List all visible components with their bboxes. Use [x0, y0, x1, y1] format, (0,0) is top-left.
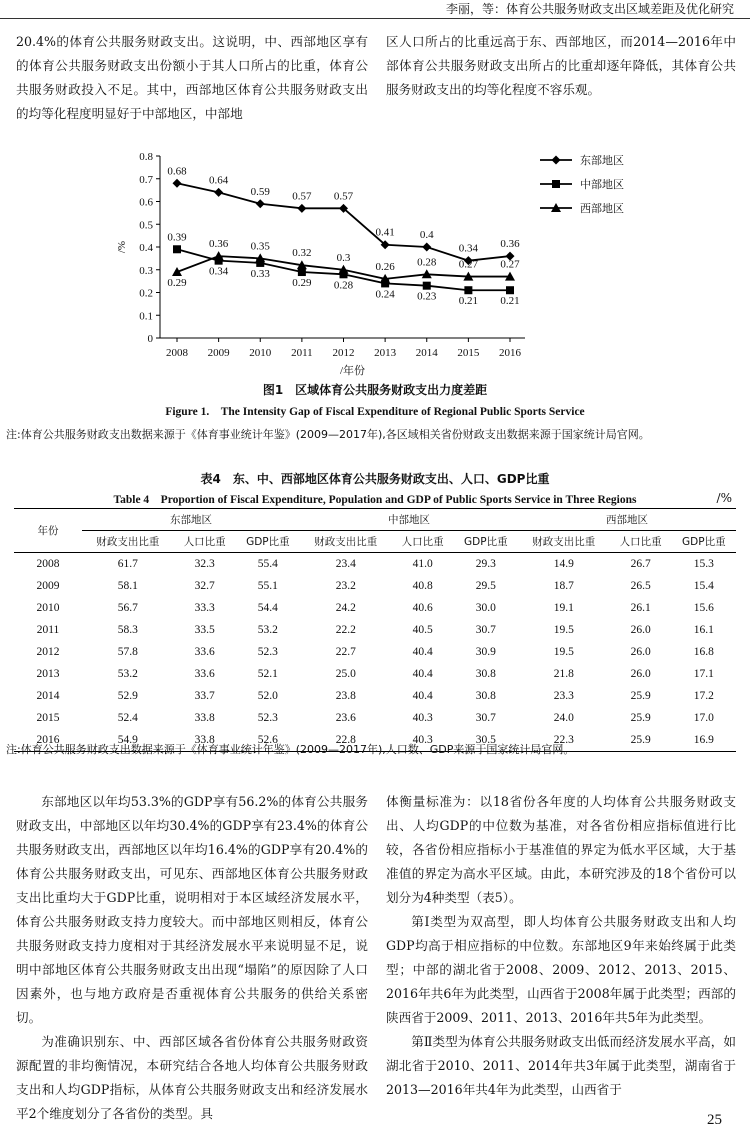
year-cell: 2013: [36, 668, 60, 680]
body-paragraph: 区人口所占的比重远高于东、西部地区，而2014—2016年中部体育公共服务财政支出所占的比重却逐年降低，其体育公共服务财政支出的均等化程度不容乐观。: [386, 34, 736, 97]
value-cell: 32.7: [194, 580, 215, 592]
value-cell: 22.3: [518, 729, 610, 752]
value-cell: 30.8: [475, 690, 496, 702]
table-caption-en: Table 4 Proportion of Fiscal Expenditure, Population and GDP of Public Sports Service in Three Regions: [113, 494, 637, 506]
year-cell: 2012: [36, 646, 60, 658]
data-label: 0.57: [292, 190, 312, 203]
y-tick-label: 0.8: [139, 151, 153, 163]
value-cell: 40.5: [412, 624, 433, 636]
data-label: 0.34: [209, 265, 229, 278]
value-cell: 30.8: [475, 668, 496, 680]
data-label: 0.24: [375, 288, 395, 301]
table-unit: /%: [716, 491, 732, 505]
value-cell: 15.3: [693, 558, 714, 570]
value-cell: 16.9: [672, 729, 736, 752]
value-cell: 30.5: [454, 729, 518, 752]
y-tick-label: 0.7: [139, 173, 153, 186]
year-cell: 2016: [14, 729, 82, 752]
value-cell: 23.6: [335, 712, 356, 724]
y-axis-label: /%: [116, 240, 128, 254]
x-tick-label: 2015: [457, 347, 480, 359]
value-cell: 17.2: [693, 690, 714, 702]
series-2-point: [464, 286, 472, 294]
value-cell: 24.0: [553, 712, 574, 724]
legend-marker: [552, 180, 560, 188]
year-header: 年份: [14, 509, 82, 553]
body-paragraph: 东部地区以年均53.3%的GDP享有56.2%的体育公共服务财政支出，中部地区以年均30.4%的GDP享有23.4%的体育公共服务财政支出，西部地区以年均16.4%的GDP享有20.4%的体育公共服务财政支出，可见东、西部地区体育公共服务财政支出比重均大于GDP比重，说明相对于本区域经济发展水平，体育公共服务财政支持力度较大。而中部地区则相反，体育公共服务财政支持力度相对于其经济发展水平来说明显不足，说明中部地区体育公共服务财政支出出现“塌陷”的原因除了人口因素外，也与地方政府是否重视体育公共服务的供给关系密切。: [16, 794, 368, 1025]
value-cell: 25.9: [630, 690, 651, 702]
table-row: [14, 619, 736, 641]
value-cell: 25.9: [630, 712, 651, 724]
year-cell: 2008: [36, 558, 60, 570]
table-row: [14, 663, 736, 685]
bottom-left-column: [16, 790, 368, 1126]
table-body: [14, 553, 736, 752]
body-paragraph: 第Ⅱ类型为体育公共服务财政支出低而经济发展水平高，如湖北省于2010、2011、2014年共3年属于此类型，湖南省于2013—2016年共4年为此类型，山西省于: [386, 1034, 736, 1097]
value-cell: 33.6: [194, 668, 215, 680]
value-cell: 25.0: [335, 668, 356, 680]
series-1-point: [214, 188, 223, 197]
group-header-west: 西部地区: [518, 509, 736, 531]
value-cell: 58.3: [117, 624, 138, 636]
value-cell: 26.7: [630, 558, 651, 570]
data-label: 0.23: [417, 290, 437, 303]
table-row: [14, 553, 736, 576]
value-cell: 33.8: [194, 712, 215, 724]
value-cell: 55.1: [257, 580, 278, 592]
value-cell: 14.9: [553, 558, 574, 570]
data-table: [14, 508, 736, 752]
y-tick-label: 0.2: [139, 287, 153, 300]
value-cell: 53.2: [257, 624, 278, 636]
table-row: [14, 641, 736, 663]
value-cell: 30.9: [475, 646, 496, 658]
data-label: 0.27: [500, 258, 520, 271]
value-cell: 54.4: [257, 602, 278, 614]
x-tick-label: 2010: [249, 347, 272, 359]
sub-header: GDP比重: [672, 531, 736, 553]
value-cell: 30.7: [475, 624, 496, 636]
y-tick-label: 0.1: [139, 310, 153, 323]
value-cell: 23.3: [553, 690, 574, 702]
data-label: 0.3: [336, 251, 351, 264]
data-label: 0.33: [250, 267, 270, 280]
legend-entry: 东部地区: [580, 154, 624, 167]
value-cell: 55.4: [257, 558, 278, 570]
value-cell: 61.7: [117, 558, 138, 570]
value-cell: 19.1: [553, 602, 574, 614]
data-label: 0.59: [250, 185, 270, 198]
series-1-point: [297, 204, 306, 213]
data-label: 0.29: [292, 277, 312, 290]
value-cell: 30.7: [475, 712, 496, 724]
data-label: 0.29: [167, 277, 187, 290]
x-tick-label: 2016: [499, 347, 521, 359]
value-cell: 29.3: [475, 558, 496, 570]
value-cell: 33.6: [194, 646, 215, 658]
series-2-point: [506, 286, 514, 294]
data-label: 0.4: [419, 229, 434, 241]
sub-header: 人口比重: [610, 531, 672, 553]
data-label: 0.36: [500, 238, 520, 251]
x-tick-label: 2009: [207, 347, 230, 359]
value-cell: 52.0: [257, 690, 278, 702]
figure-caption-cn: 图1 区域体育公共服务财政支出力度差距: [262, 383, 488, 397]
table-row: [14, 597, 736, 619]
table-row: [14, 575, 736, 597]
data-label: 0.28: [417, 256, 437, 269]
table-note: 注:体育公共服务财政支出数据来源于《体育事业统计年鉴》(2009—2017年),人口数、GDP来源于国家统计局官网。: [6, 743, 575, 756]
value-cell: 24.2: [335, 602, 356, 614]
table-row: [14, 685, 736, 707]
legend-entry: 中部地区: [580, 178, 624, 191]
series-2-point: [423, 282, 431, 290]
group-header-east: 东部地区: [82, 509, 300, 531]
data-label: 0.27: [458, 258, 478, 271]
legend-entry: 西部地区: [580, 202, 624, 215]
data-label: 0.28: [333, 279, 354, 292]
value-cell: 40.4: [412, 668, 433, 680]
series-1-point: [256, 199, 265, 208]
bottom-right-column: [386, 790, 736, 1102]
value-cell: 33.7: [194, 690, 215, 702]
running-head: 李丽，等：体育公共服务财政支出区域差距及优化研究: [0, 0, 750, 19]
value-cell: 52.3: [257, 646, 278, 658]
data-label: 0.26: [375, 260, 395, 273]
x-tick-label: 2014: [415, 347, 438, 359]
table-4: [14, 508, 736, 752]
series-2-point: [298, 268, 306, 276]
data-label: 0.39: [167, 231, 187, 244]
value-cell: 52.3: [257, 712, 278, 724]
table-row: [14, 707, 736, 729]
value-cell: 40.4: [412, 646, 433, 658]
x-tick-label: 2011: [291, 347, 313, 359]
value-cell: 40.3: [412, 712, 433, 724]
value-cell: 41.0: [412, 558, 433, 570]
value-cell: 23.2: [335, 580, 356, 592]
data-label: 0.35: [250, 240, 270, 253]
value-cell: 17.0: [693, 712, 714, 724]
table-caption-cn: 表4 东、中、西部地区体育公共服务财政支出、人口、GDP比重: [200, 472, 550, 486]
value-cell: 26.0: [630, 624, 651, 636]
value-cell: 26.0: [630, 646, 651, 658]
value-cell: 16.1: [693, 624, 714, 636]
sub-header: GDP比重: [236, 531, 300, 553]
value-cell: 19.5: [553, 624, 574, 636]
year-cell: 2011: [36, 624, 60, 636]
y-tick-label: 0: [147, 333, 153, 345]
series-1-point: [173, 179, 182, 188]
value-cell: 52.9: [117, 690, 138, 702]
top-left-column: [16, 30, 368, 126]
legend-marker: [552, 156, 561, 165]
figure-caption-en: Figure 1. The Intensity Gap of Fiscal Expenditure of Regional Public Sports Service: [165, 406, 585, 418]
data-label: 0.64: [209, 174, 229, 187]
value-cell: 15.4: [693, 580, 714, 592]
value-cell: 56.7: [117, 602, 138, 614]
value-cell: 22.2: [335, 624, 356, 636]
value-cell: 22.8: [300, 729, 392, 752]
value-cell: 23.4: [335, 558, 356, 570]
data-label: 0.57: [333, 190, 354, 203]
x-tick-label: 2012: [332, 347, 355, 359]
data-label: 0.34: [458, 242, 478, 255]
body-paragraph: 为准确识别东、中、西部区域各省份体育公共服务财政资源配置的非均衡情况，本研究结合各地人均体育公共服务财政支出和人均GDP指标，从体育公共服务财政支出和经济发展水平2个维度划分了各省份的类型。具: [16, 1034, 368, 1121]
x-tick-label: 2013: [374, 347, 397, 359]
y-tick-label: 0.4: [139, 242, 153, 254]
value-cell: 30.0: [475, 602, 496, 614]
sub-header: 人口比重: [392, 531, 454, 553]
value-cell: 17.1: [693, 668, 714, 680]
sub-header: 人口比重: [174, 531, 236, 553]
value-cell: 26.5: [630, 580, 651, 592]
value-cell: 40.4: [412, 690, 433, 702]
value-cell: 57.8: [117, 646, 138, 658]
value-cell: 58.1: [117, 580, 138, 592]
figure-1-chart: [0, 148, 750, 398]
series-1-point: [422, 243, 431, 252]
value-cell: 16.8: [693, 646, 714, 658]
value-cell: 33.8: [174, 729, 236, 752]
year-cell: 2014: [36, 690, 60, 702]
data-label: 0.36: [209, 238, 229, 251]
top-right-column: [386, 30, 736, 102]
value-cell: 19.5: [553, 646, 574, 658]
value-cell: 54.9: [82, 729, 174, 752]
value-cell: 25.9: [610, 729, 672, 752]
value-cell: 22.7: [335, 646, 356, 658]
value-cell: 52.1: [257, 668, 278, 680]
group-header-central: 中部地区: [300, 509, 518, 531]
sub-header: 财政支出比重: [82, 531, 174, 553]
value-cell: 40.3: [392, 729, 454, 752]
value-cell: 32.3: [194, 558, 215, 570]
value-cell: 40.8: [412, 580, 433, 592]
data-label: 0.32: [292, 247, 312, 260]
value-cell: 33.5: [194, 624, 215, 636]
value-cell: 40.6: [412, 602, 433, 614]
sub-header: GDP比重: [454, 531, 518, 553]
y-tick-label: 0.3: [139, 264, 153, 277]
y-tick-label: 0.6: [139, 196, 153, 209]
body-paragraph: 第Ⅰ类型为双高型，即人均体育公共服务财政支出和人均GDP均高于相应指标的中位数。东部地区9年来始终属于此类型；中部的湖北省于2008、2009、2012、2013、2015、2016年共6年为此类型，山西省于2008年属于此类型；西部的陕西省于2009、2011、2013、2016年共5年为此类型。: [386, 914, 736, 1025]
x-tick-label: 2008: [166, 347, 188, 359]
value-cell: 52.4: [117, 712, 138, 724]
value-cell: 23.8: [335, 690, 356, 702]
series-2-point: [173, 245, 181, 253]
value-cell: 18.7: [553, 580, 574, 592]
value-cell: 33.3: [194, 602, 215, 614]
year-cell: 2015: [36, 712, 60, 724]
page-number: 25: [707, 1112, 722, 1128]
value-cell: 29.5: [475, 580, 496, 592]
data-label: 0.21: [458, 295, 478, 308]
value-cell: 26.0: [630, 668, 651, 680]
value-cell: 26.1: [630, 602, 651, 614]
data-label: 0.21: [500, 295, 520, 308]
figure-note: 注:体育公共服务财政支出数据来源于《体育事业统计年鉴》(2009—2017年),各区域相关省份财政支出数据来源于国家统计局官网。: [6, 428, 650, 441]
data-label: 0.68: [167, 165, 187, 178]
data-label: 0.41: [375, 226, 395, 239]
sub-header: 财政支出比重: [300, 531, 392, 553]
value-cell: 21.8: [553, 668, 574, 680]
body-paragraph: 20.4%的体育公共服务财政支出。这说明，中、西部地区享有的体育公共服务财政支出份额小于其人口所占的比重，体育公共服务财政投入不足。其中，西部地区体育公共服务财政支出的均等化程度明显好于中部地区，中部地: [16, 34, 368, 121]
y-tick-label: 0.5: [139, 219, 153, 232]
line-chart: [0, 148, 750, 398]
year-cell: 2010: [36, 602, 60, 614]
x-axis-label: /年份: [339, 365, 366, 377]
sub-header: 财政支出比重: [518, 531, 610, 553]
value-cell: 15.6: [693, 602, 714, 614]
value-cell: 53.2: [117, 668, 138, 680]
body-paragraph: 体衡量标准为：以18省份各年度的人均体育公共服务财政支出、人均GDP的中位数为基准，对各省份相应指标值进行比较，各省份相应指标小于基准值的界定为低水平区域，大于基准值的界定为高水平区域。由此，本研究涉及的18个省份可以划分为4种类型（表5）。: [386, 794, 736, 905]
value-cell: 52.6: [236, 729, 300, 752]
year-cell: 2009: [36, 580, 60, 592]
